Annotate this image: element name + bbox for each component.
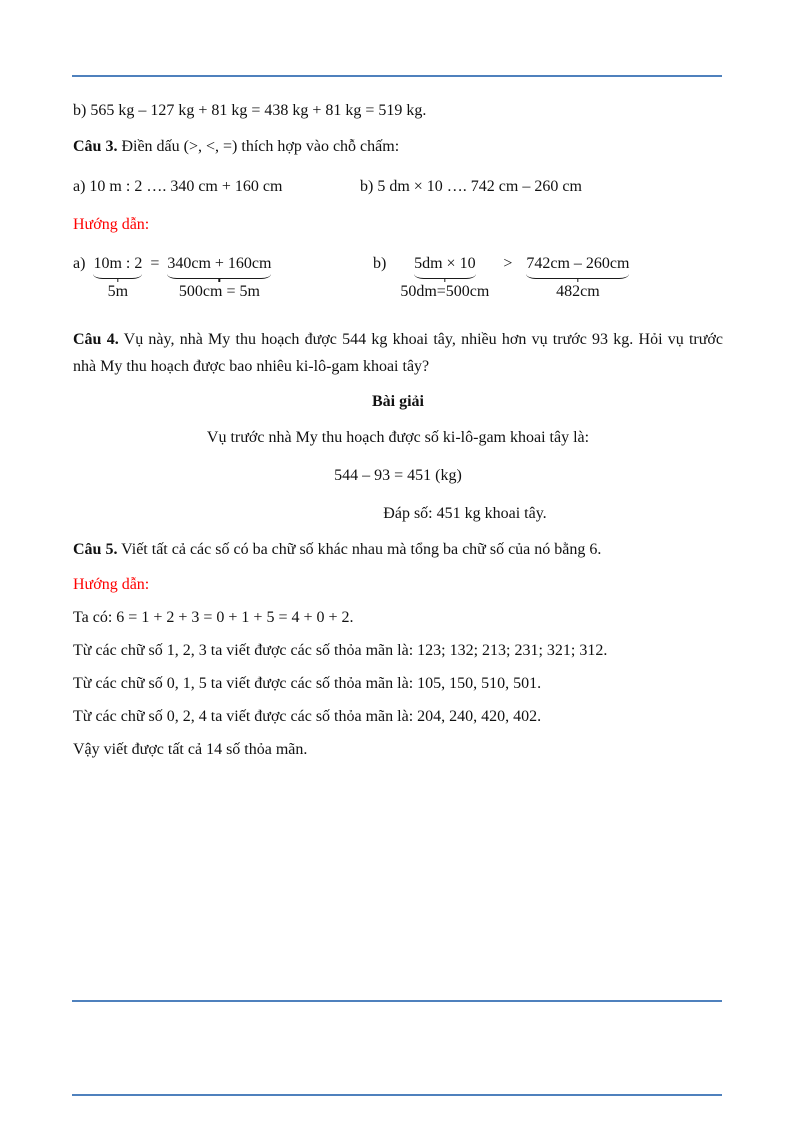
cau3-label: Câu 3. [73, 138, 118, 155]
cau3-item-a: a) 10 m : 2 …. 340 cm + 160 cm [73, 178, 283, 195]
underbrace-icon [414, 274, 475, 279]
cau5-guide-label: Hướng dẫn: [73, 576, 150, 593]
cau5-line-3: Từ các chữ số 0, 1, 5 ta viết được các số thỏa mãn là: 105, 150, 510, 501. [73, 675, 542, 692]
worked-b-label1: 50dm=500cm [400, 283, 490, 300]
header-rule [72, 75, 722, 77]
worked-b-prefix: b) [373, 255, 387, 272]
cau4-problem [73, 326, 723, 380]
worked-b-expr2: 742cm – 260cm [526, 255, 630, 272]
underbrace-top-b2 [526, 254, 629, 282]
worked-a-expr1: 10m : 2 [93, 255, 143, 272]
underbrace-group-a2 [167, 254, 271, 302]
cau4-solution-title: Bài giải [371, 393, 424, 410]
cau3-item-b: b) 5 dm × 10 …. 742 cm – 260 cm [360, 178, 582, 195]
answer-line-b: b) 565 kg – 127 kg + 81 kg = 438 kg + 81 kg = 519 kg. [73, 102, 427, 119]
worked-b-comparison: > [503, 255, 513, 272]
worked-b-expr1: 5dm × 10 [414, 255, 476, 272]
worked-a-label2: 500cm = 5m [178, 283, 260, 300]
cau3-text: Điền dấu (>, <, =) thích hợp vào chỗ chấm: [117, 138, 400, 155]
cau5-line-4: Từ các chữ số 0, 2, 4 ta viết được các số thỏa mãn là: 204, 240, 420, 402. [73, 708, 542, 725]
worked-a-expr2: 340cm + 160cm [167, 255, 272, 272]
cau5-line-2: Từ các chữ số 1, 2, 3 ta viết được các số thỏa mãn là: 123; 132; 213; 231; 321; 312. [73, 642, 608, 659]
underbrace-group-b1 [400, 254, 489, 302]
cau4-answer: Đáp số: 451 kg khoai tây. [383, 505, 547, 522]
underbrace-top-a2 [167, 254, 271, 282]
underbrace-group-a1 [93, 254, 142, 302]
cau3-worked-a [73, 254, 373, 302]
document-content [73, 100, 723, 772]
cau4-text: Vụ này, nhà My thu hoạch được 544 kg khoai tây, nhiều hơn vụ trước 93 kg. Hỏi vụ trước nhà My thu hoạch được bao nhiêu ki-lô-gam khoai tây? [73, 331, 723, 375]
cau3-guide-label: Hướng dẫn: [73, 216, 150, 233]
cau4-solution-line1: Vụ trước nhà My thu hoạch được số ki-lô-gam khoai tây là: [206, 429, 590, 446]
cau4-solution-line2: 544 – 93 = 451 (kg) [334, 467, 462, 484]
cau4-label: Câu 4. [73, 331, 119, 348]
underbrace-top-a1 [93, 254, 142, 282]
cau5-line-1: Ta có: 6 = 1 + 2 + 3 = 0 + 1 + 5 = 4 + 0 + 2. [73, 609, 354, 626]
worked-a-label1: 5m [107, 283, 129, 300]
underbrace-icon [93, 274, 142, 279]
cau5-text: Viết tất cả các số có ba chữ số khác nhau mà tổng ba chữ số của nó bằng 6. [117, 541, 602, 558]
worked-a-equals: = [150, 255, 160, 272]
footer-rule [72, 1094, 722, 1096]
cau5-heading [73, 539, 723, 561]
cau3-items [73, 176, 723, 198]
worked-b-label2: 482cm [556, 283, 600, 300]
underbrace-icon [167, 274, 271, 279]
underbrace-icon [526, 274, 629, 279]
cau5-line-5: Vậy viết được tất cả 14 số thỏa mãn. [73, 741, 308, 758]
cau5-label: Câu 5. [73, 541, 118, 558]
cau3-worked-line [73, 254, 723, 302]
worked-a-prefix: a) [73, 255, 86, 272]
underbrace-group-b2 [526, 254, 629, 302]
cau3-heading [73, 136, 723, 158]
cau3-worked-b [373, 254, 629, 302]
content-end-rule [72, 1000, 722, 1002]
underbrace-top-b1 [414, 254, 475, 282]
